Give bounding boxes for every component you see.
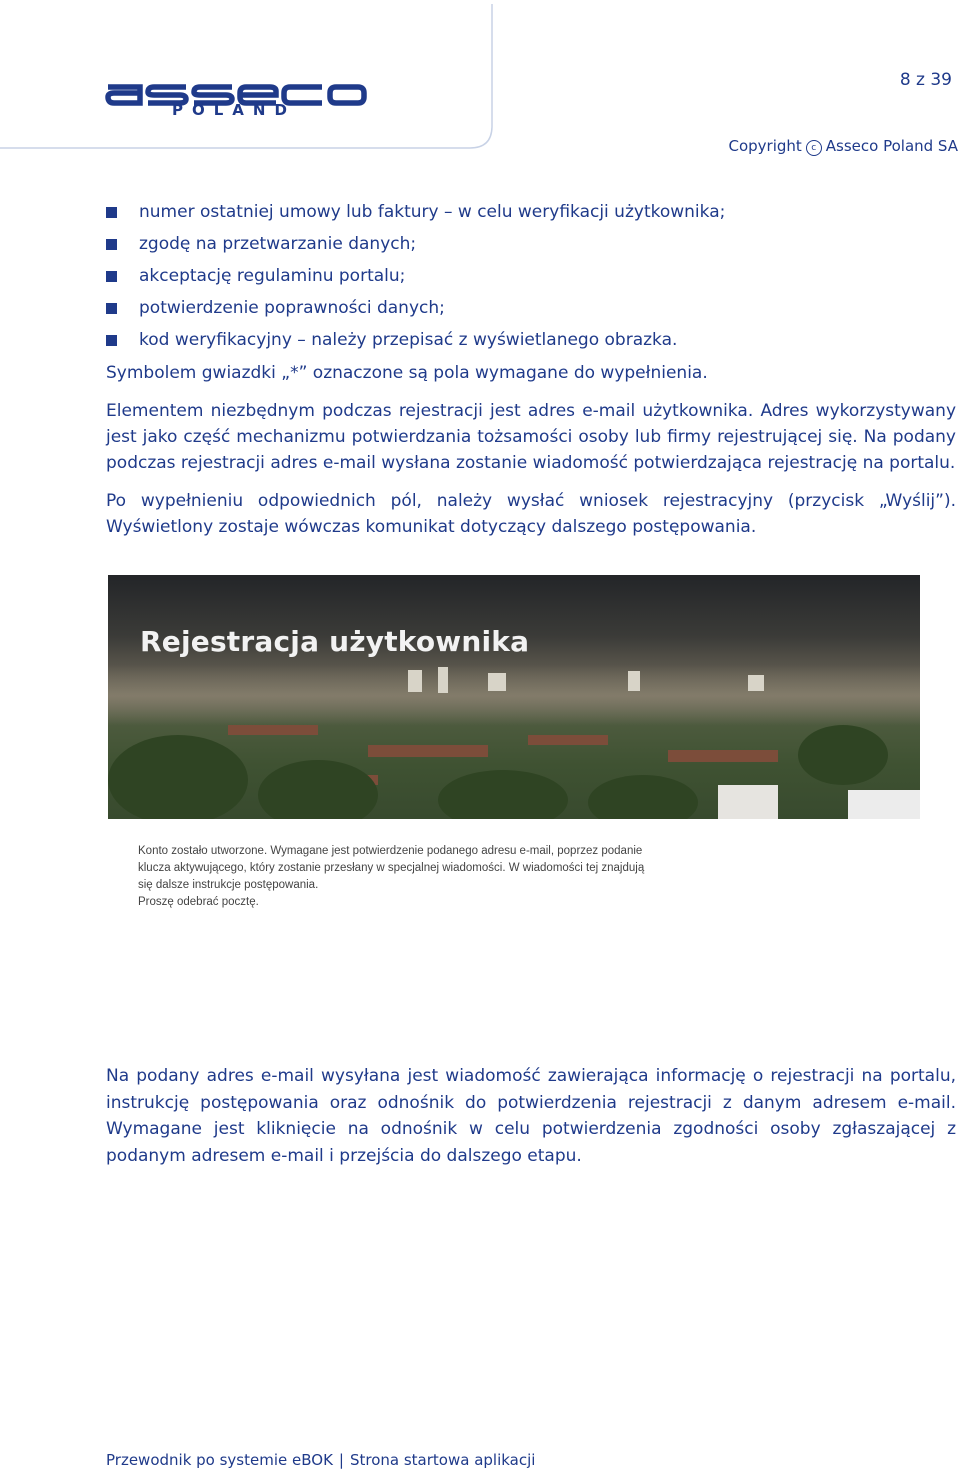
list-item: akceptację regulaminu portalu;: [106, 262, 956, 294]
email-paragraph: Elementem niezbędnym podczas rejestracji jest adres e-mail użytkownika. Adres wykorzystywany jest jako część mechanizmu potwierdzania tożsamości osoby lub firmy rejestrującej się. Na podany podczas rejestracji adres e-mail wysłana zostanie wiadomość potwierdzająca rejestrację na portalu.: [106, 401, 956, 473]
logo-subtext: POLAND: [172, 101, 296, 119]
registration-screenshot: [108, 575, 920, 919]
symbol-note: Symbolem gwiazdki „*” oznaczone są pola wymagane do wypełnienia.: [106, 363, 708, 383]
main-content: [106, 198, 956, 540]
message-line: klucza aktywującego, który zostanie przesłany w specjalnej wiadomości. W wiadomości tej znajdują: [138, 862, 645, 874]
list-item: numer ostatniej umowy lub faktury – w celu weryfikacji użytkownika;: [106, 198, 956, 230]
copyright-line: [728, 137, 958, 156]
city-aerial-photo: [108, 575, 920, 819]
requirements-list: [106, 198, 956, 358]
screenshot-title: Rejestracja użytkownika: [140, 625, 530, 658]
submit-paragraph: Po wypełnieniu odpowiednich pól, należy wysłać wniosek rejestracyjny (przycisk „Wyślij”). Wyświetlony zostaje wówczas komunikat dotyczący dalszego postępowania.: [106, 491, 956, 537]
footer-section: Strona startowa aplikacji: [349, 1451, 536, 1469]
copyright-prefix: Copyright: [728, 137, 802, 155]
email-confirmation-paragraph: Na podany adres e-mail wysyłana jest wiadomość zawierająca informację o rejestracji na portalu, instrukcję postępowania oraz odnośnik do potwierdzenia rejestracji z danym adresem e-mail. Wymagane jest kliknięcie na odnośnik w celu potwierdzenia zgodności osoby zgłaszającej z podanym adresem e-mail i przejścia do dalszego etapu.: [106, 1066, 956, 1166]
footer-separator: |: [338, 1451, 344, 1469]
copyright-owner: Asseco Poland SA: [825, 137, 958, 155]
message-line: się dalsze instrukcje postępowania.: [138, 879, 319, 891]
list-item: zgodę na przetwarzanie danych;: [106, 230, 956, 262]
account-created-message: [138, 843, 758, 911]
message-line: Proszę odebrać pocztę.: [138, 896, 259, 908]
message-line: Konto zostało utworzone. Wymagane jest potwierdzenie podanego adresu e-mail, poprzez podanie: [138, 845, 643, 857]
list-item: potwierdzenie poprawności danych;: [106, 294, 956, 326]
copyright-icon: c: [806, 140, 822, 156]
footer-doc-title: Przewodnik po systemie eBOK: [106, 1451, 333, 1469]
page-number: 8 z 39: [899, 70, 952, 90]
logo-text: asseco: [104, 79, 108, 80]
page-footer: [106, 1451, 535, 1469]
list-item: kod weryfikacyjny – należy przepisać z wyświetlanego obrazka.: [106, 326, 956, 358]
